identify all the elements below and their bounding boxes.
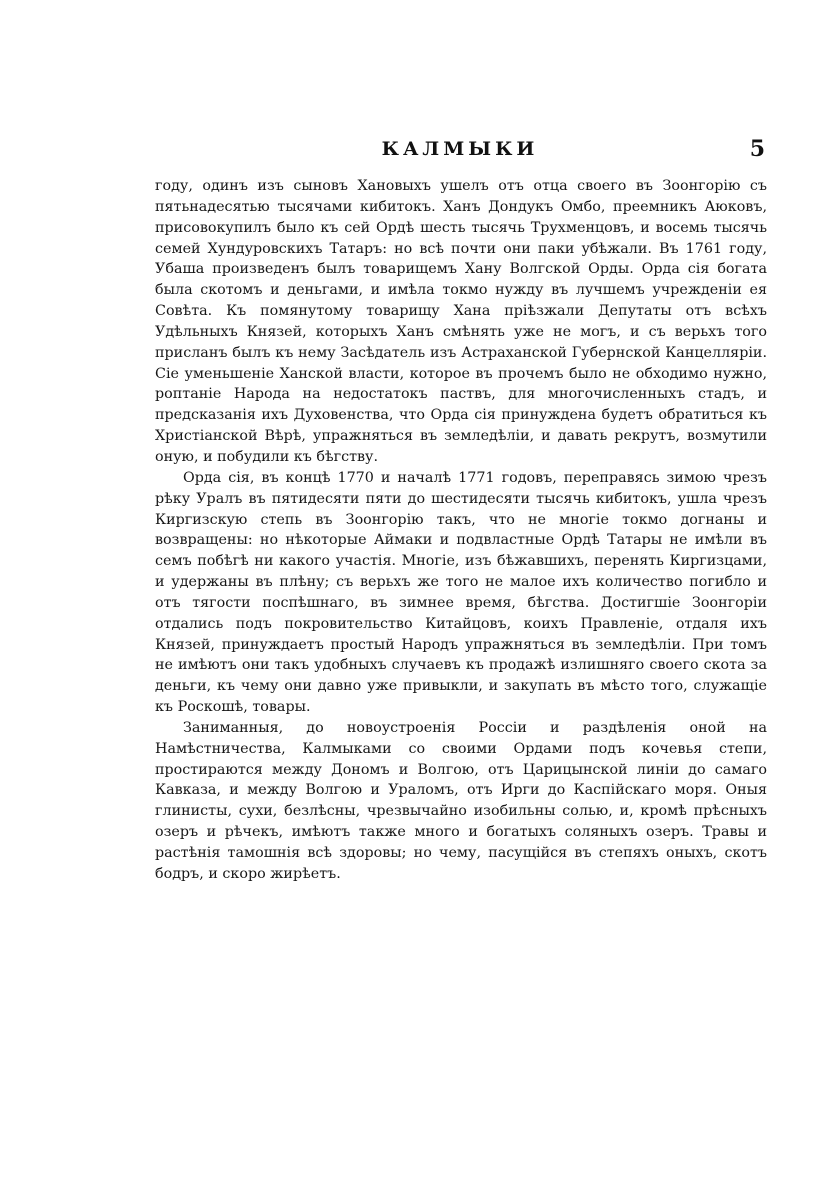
paragraph-1: году, одинъ изъ сыновъ Хановыхъ ушелъ отъ отца своего въ Зоонгорію съ пятьнадесятью тысячами кибитокъ. Ханъ Дондукъ Омбо, преемникъ Аюковъ, присовокупилъ было къ сей Ордѣ шесть тысячь Трухменцовъ, и восемь тысячь семей Хундуровскихъ Татаръ: но всѣ почти они паки убѣжали. Въ 1761 году, Убаша произведенъ былъ товарищемъ Хану Волгской Орды. Орда сія богата была скотомъ и деньгами, и имѣла токмо нужду въ лучшемъ учрежденіи ея Совѣта. Къ помянутому товарищу Хана пріѣзжали Депутаты отъ всѣхъ Удѣльныхъ Князей, которыхъ Ханъ смѣнять уже не могъ, и съ верьхъ того присланъ былъ къ нему Засѣдатель изъ Астраханской Губернской Канцелляріи. Сіе уменьшеніе Ханской власти, которое въ прочемъ было не обходимо нужно, роптаніе Народа на недостатокъ паствъ, для многочисленныхъ стадъ, и предсказанія ихъ Духовенства, что Орда сія принуждена будетъ обратиться къ Христіанской Вѣрѣ, упражняться въ земледѣліи, и давать рекрутъ, возмутили оную, и побудили къ бѣгству. [155, 178, 767, 465]
running-head: КАЛМЫКИ [381, 138, 539, 160]
paragraph-3: Заниманныя, до новоустроенія Россіи и раздѣленія оной на Намѣстничества, Калмыками со своими Ордами подъ кочевья степи, простираются между Дономъ и Волгою, отъ Царицынской линіи до самаго Кавказа, и между Волгою и Ураломъ, отъ Ирги до Каспійскаго моря. Оныя глинисты, сухи, безлѣсны, чрезвычайно изобильны солью, и, кромѣ прѣсныхъ озеръ и рѣчекъ, имѣютъ также много и богатыхъ соляныхъ озеръ. Травы и растѣнія тамошнія всѣ здоровы; но чему, пасущійся въ степяхъ оныхъ, скотъ бодръ, и скоро жирѣетъ. [155, 719, 767, 882]
page-number: 5 [749, 136, 765, 162]
page-header [155, 138, 765, 174]
paragraph-2: Орда сія, въ концѣ 1770 и началѣ 1771 годовъ, переправясь зимою чрезъ рѣку Уралъ въ пятидесяти пяти до шестидесяти тысячь кибитокъ, ушла чрезъ Киргизскую степь въ Зоонгорію такъ, что не многіе токмо догнаны и возвращены: но нѣкоторые Аймаки и подвластные Ордѣ Татары не имѣли въ семъ побѣгѣ ни какого участія. Многіе, изъ бѣжавшихъ, перенять Киргизцами, и удержаны въ плѣну; съ верьхъ же того не малое ихъ количество погибло и отъ тягости поспѣшнаго, въ зимнее время, бѣгства. Достигшіе Зоонгоріи отдались подъ покровительство Китайцовъ, коихъ Правленіе, отдаля ихъ Князей, принуждаетъ простый Народъ упражняться въ земледѣліи. При томъ не имѣютъ они такъ удобныхъ случаевъ къ продажѣ излишняго своего скота за деньги, къ чему они давно уже привыкли, и закупать въ мѣсто того, служащіе къ Роскошѣ, товары. [155, 469, 767, 716]
body-text [155, 176, 767, 885]
